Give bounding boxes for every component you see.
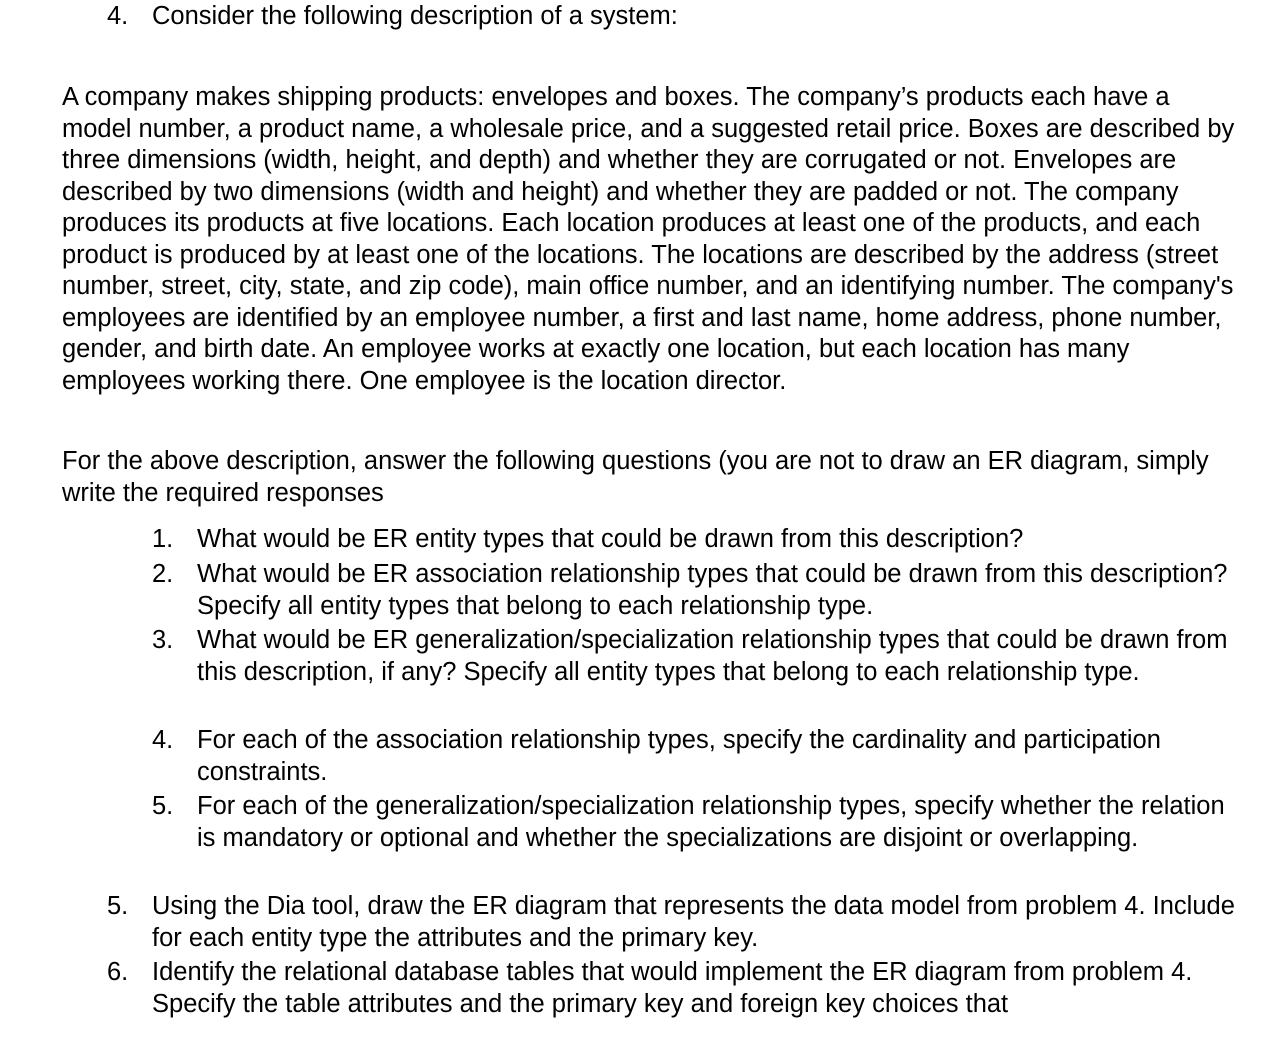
problem-number: 5. [107, 892, 129, 920]
question-number: 4. [152, 726, 174, 754]
problem-number: 6. [107, 958, 129, 986]
question-number: 2. [152, 560, 174, 588]
problem-text: Identify the relational database tables that would implement the ER diagram from problem 4. Specify the table attributes and the primary key and foreign key choices that [152, 958, 1193, 1018]
question-text: What would be ER association relationship types that could be drawn from this description? Specify all entity types that belong to each relationship type. [197, 560, 1228, 620]
problem-4-heading [107, 1, 1247, 33]
question-item [152, 559, 1242, 622]
problem-number: 4. [107, 2, 129, 30]
problem-text: Consider the following description of a system: [152, 2, 678, 30]
question-item [152, 524, 1242, 556]
question-text: What would be ER generalization/specialization relationship types that could be drawn from this description, if any? Specify all entity types that belong to each relationship type. [197, 626, 1228, 686]
question-text: For each of the generalization/specialization relationship types, specify whether the relation is mandatory or optional and whether the specializations are disjoint or overlapping. [197, 792, 1225, 852]
problem-item [107, 957, 1247, 1020]
system-description: A company makes shipping products: envelopes and boxes. The company’s products each have a model number, a product name, a wholesale price, and a suggested retail price. Boxes are described by three dimensions (width, height, and depth) and whether they are corrugated or not. Envelopes are described by two dimensions (width and height) and whether they are padded or not. The company produces its products at five locations. Each location produces at least one of the products, and each product is produced by at least one of the locations. The locations are described by the address (street number, street, city, state, and zip code), main office number, and an identifying number. The company's employees are identified by an employee number, a first and last name, home address, phone number, gender, and birth date. An employee works at exactly one location, but each location has many employees working there. One employee is the location director. [62, 83, 1235, 395]
question-item [152, 791, 1242, 854]
question-number: 1. [152, 525, 174, 553]
question-text: What would be ER entity types that could be drawn from this description? [197, 525, 1024, 553]
instructions: For the above description, answer the following questions (you are not to draw an ER diagram, simply write the required responses [62, 447, 1209, 507]
question-item [152, 625, 1242, 688]
question-item [152, 725, 1242, 788]
question-text: For each of the association relationship types, specify the cardinality and participation constraints. [197, 726, 1161, 786]
question-number: 3. [152, 626, 174, 654]
question-number: 5. [152, 792, 174, 820]
problem-text: Using the Dia tool, draw the ER diagram that represents the data model from problem 4. Include for each entity type the attributes and the primary key. [152, 892, 1235, 952]
problem-item [107, 891, 1247, 954]
